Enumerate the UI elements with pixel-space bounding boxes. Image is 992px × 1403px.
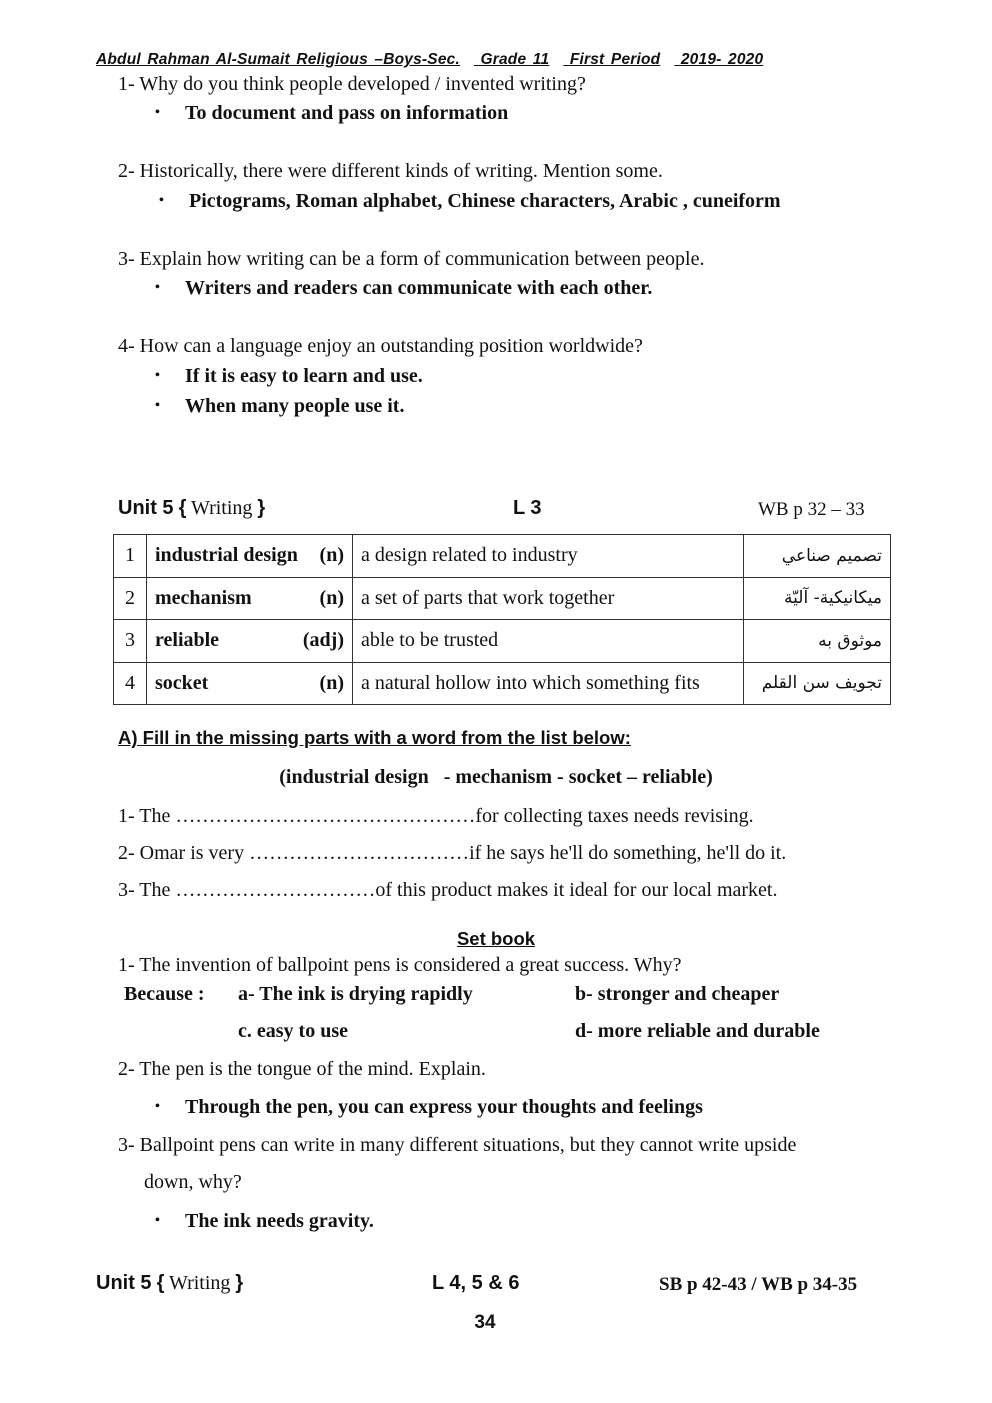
answer-1: • To document and pass on information <box>155 102 509 124</box>
unit-heading-l456: Unit 5 { Writing } <box>96 1272 244 1294</box>
set-book-question-3: 3- Ballpoint pens can write in many different situations, but they cannot write upside <box>118 1134 797 1156</box>
because-label: Because : <box>124 983 205 1005</box>
page-number: 34 <box>474 1312 496 1333</box>
table-row <box>114 577 891 620</box>
page-ref-l456: SB p 42-43 / WB p 34-35 <box>659 1274 858 1295</box>
vocab-definition: a design related to industry <box>353 535 744 578</box>
bullet-icon: • <box>155 368 160 383</box>
page-ref-l3: WB p 32 – 33 <box>758 499 865 520</box>
vocab-word: mechanism (n) <box>147 577 353 620</box>
set-book-answer-3: • The ink needs gravity. <box>155 1210 374 1232</box>
vocab-definition: a set of parts that work together <box>353 577 744 620</box>
bullet-icon: • <box>155 105 160 120</box>
question-3: 3- Explain how writing can be a form of communication between people. <box>118 248 705 270</box>
option-d: d- more reliable and durable <box>575 1020 820 1042</box>
period-label: First Period <box>569 51 661 68</box>
page-header <box>96 51 763 69</box>
vocab-arabic: ميكانيكية- آليّة <box>744 577 891 620</box>
answer-2: • Pictograms, Roman alphabet, Chinese characters, Arabic , cuneiform <box>159 190 781 212</box>
table-row <box>114 620 891 663</box>
lesson-label-l456: L 4, 5 & 6 <box>432 1272 520 1294</box>
answer-4b: • When many people use it. <box>155 395 405 417</box>
vocab-arabic: موثوق به <box>744 620 891 663</box>
option-b: b- stronger and cheaper <box>575 983 780 1005</box>
row-number: 1 <box>114 535 147 578</box>
vocab-word: reliable (adj) <box>147 620 353 663</box>
school-name: Abdul Rahman Al-Sumait Religious –Boys-Sec. <box>96 51 460 68</box>
set-book-question-3-cont: down, why? <box>144 1171 242 1193</box>
question-1: 1- Why do you think people developed / invented writing? <box>118 73 586 95</box>
row-number: 2 <box>114 577 147 620</box>
answer-4a: • If it is easy to learn and use. <box>155 365 423 387</box>
fill-item-1: 1- The ………………………………………for collecting taxes needs revising. <box>118 805 754 827</box>
question-4: 4- How can a language enjoy an outstanding position worldwide? <box>118 335 643 357</box>
option-c: c. easy to use <box>238 1020 348 1042</box>
vocab-definition: a natural hollow into which something fits <box>353 662 744 705</box>
lesson-label-l3: L 3 <box>513 497 542 519</box>
vocabulary-table <box>113 534 891 705</box>
year-label: 2019- 2020 <box>680 51 764 68</box>
bullet-icon: • <box>155 280 160 295</box>
word-list: (industrial design - mechanism - socket – reliable) <box>279 766 713 788</box>
vocab-arabic: تصميم صناعي <box>744 535 891 578</box>
fill-item-2: 2- Omar is very ……………………………if he says he'll do something, he'll do it. <box>118 842 787 864</box>
bullet-icon: • <box>155 1099 160 1114</box>
option-a: a- The ink is drying rapidly <box>238 983 473 1005</box>
set-book-answer-2: • Through the pen, you can express your thoughts and feelings <box>155 1096 703 1118</box>
vocab-definition: able to be trusted <box>353 620 744 663</box>
bullet-icon: • <box>159 193 164 208</box>
row-number: 4 <box>114 662 147 705</box>
grade-label: Grade 11 <box>480 51 550 68</box>
vocab-word: industrial design (n) <box>147 535 353 578</box>
section-a-title: A) Fill in the missing parts with a word from the list below: <box>118 727 631 748</box>
answer-3: • Writers and readers can communicate with each other. <box>155 277 653 299</box>
bullet-icon: • <box>155 398 160 413</box>
bullet-icon: • <box>155 1213 160 1228</box>
vocab-arabic: تجويف سن القلم <box>744 662 891 705</box>
set-book-question-1: 1- The invention of ballpoint pens is considered a great success. Why? <box>118 954 682 976</box>
table-row <box>114 535 891 578</box>
unit-heading-l3: Unit 5 { Writing } <box>118 497 266 519</box>
row-number: 3 <box>114 620 147 663</box>
question-2: 2- Historically, there were different kinds of writing. Mention some. <box>118 160 663 182</box>
set-book-question-2: 2- The pen is the tongue of the mind. Explain. <box>118 1058 486 1080</box>
set-book-title: Set book <box>456 928 536 949</box>
table-row <box>114 662 891 705</box>
fill-item-3: 3- The …………………………of this product makes it ideal for our local market. <box>118 879 778 901</box>
vocab-word: socket (n) <box>147 662 353 705</box>
